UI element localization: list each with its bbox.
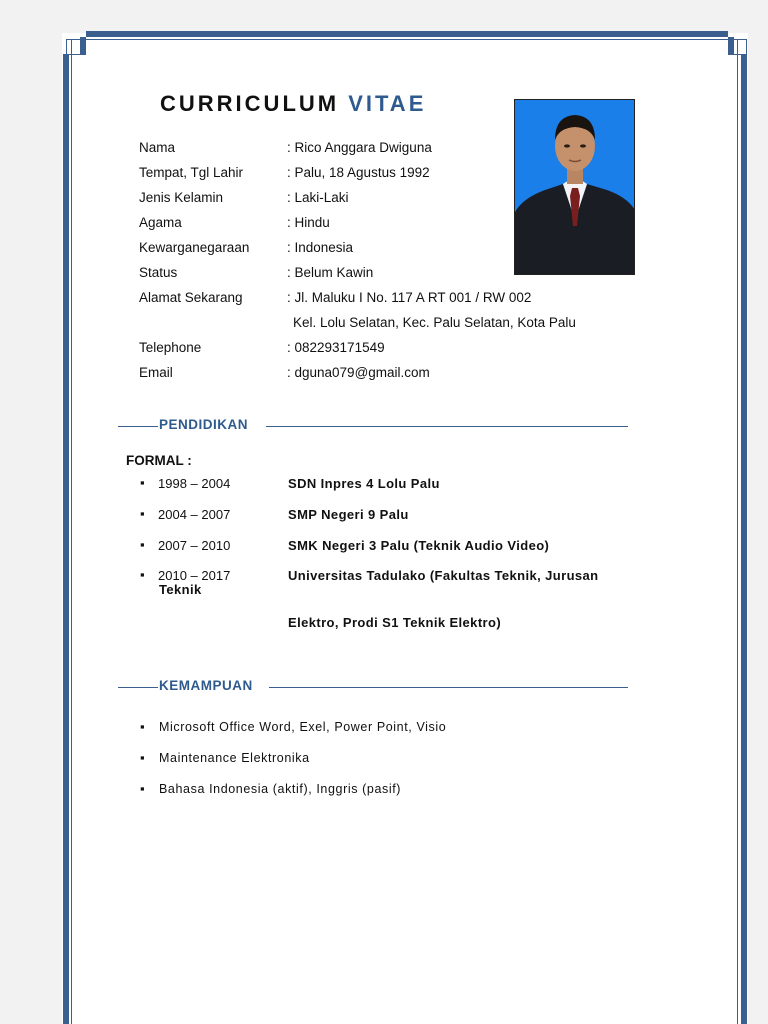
skill-text: Microsoft Office Word, Exel, Power Point, Visio [159, 720, 447, 734]
info-label: Tempat, Tgl Lahir [139, 165, 244, 180]
skill-text: Bahasa Indonesia (aktif), Inggris (pasif) [159, 782, 402, 796]
info-value: : Indonesia [287, 240, 354, 255]
info-value: : Rico Anggara Dwiguna [287, 140, 432, 155]
border-right-inner [737, 39, 738, 1024]
title-main: CURRICULUM [160, 91, 340, 116]
info-label: Agama [139, 215, 182, 230]
heading-rule [118, 687, 158, 688]
info-value: : 082293171549 [287, 340, 385, 355]
education-years: 2004 – 2007 [158, 507, 231, 522]
bullet-icon: ▪ [140, 567, 145, 582]
section-heading-education [118, 417, 628, 431]
profile-photo [514, 99, 635, 275]
border-top-inner [66, 39, 746, 40]
education-school: SMP Negeri 9 Palu [288, 507, 409, 522]
info-value: : dguna079@gmail.com [287, 365, 430, 380]
education-school-continuation: Elektro, Prodi S1 Teknik Elektro) [288, 615, 502, 630]
page-sheet [62, 33, 748, 1024]
section-heading-skills [118, 678, 628, 692]
border-corner-left [80, 37, 86, 54]
info-label: Status [139, 265, 178, 280]
page-title [160, 91, 426, 117]
title-accent: VITAE [348, 91, 427, 116]
border-corner-left-h [66, 54, 86, 55]
education-years: 2007 – 2010 [158, 538, 231, 553]
info-label: Nama [139, 140, 176, 155]
heading-rule [118, 426, 158, 427]
info-label: Telephone [139, 340, 202, 355]
border-left [63, 54, 69, 1024]
border-corner-right-line [746, 39, 747, 54]
bullet-icon: ▪ [140, 781, 146, 796]
border-right [741, 54, 747, 1024]
skill-text: Maintenance Elektronika [159, 751, 310, 765]
info-label: Email [139, 365, 173, 380]
bullet-icon: ▪ [140, 506, 145, 521]
section-title: PENDIDIKAN [159, 417, 249, 432]
section-title: KEMAMPUAN [159, 678, 253, 693]
education-years: 1998 – 2004 [158, 476, 231, 491]
info-label: Jenis Kelamin [139, 190, 224, 205]
education-school: SDN Inpres 4 Lolu Palu [288, 476, 440, 491]
heading-rule [266, 426, 628, 427]
info-value: : Hindu [287, 215, 330, 230]
education-school: SMK Negeri 3 Palu (Teknik Audio Video) [288, 538, 550, 553]
education-school: Universitas Tadulako (Fakultas Teknik, Jurusan [288, 568, 599, 583]
bullet-icon: ▪ [140, 537, 145, 552]
info-value: : Palu, 18 Agustus 1992 [287, 165, 430, 180]
formal-label: FORMAL : [126, 453, 192, 468]
bullet-icon: ▪ [140, 719, 146, 734]
education-school-wrap: Teknik [159, 582, 202, 597]
info-label: Alamat Sekarang [139, 290, 243, 305]
border-corner-right [728, 37, 734, 54]
border-left-inner [71, 39, 72, 1024]
info-value: Kel. Lolu Selatan, Kec. Palu Selatan, Kota Palu [293, 315, 576, 330]
bullet-icon: ▪ [140, 750, 146, 765]
info-value: : Belum Kawin [287, 265, 374, 280]
info-value: : Laki-Laki [287, 190, 349, 205]
border-top [86, 31, 728, 37]
bullet-icon: ▪ [140, 475, 145, 490]
info-label: Kewarganegaraan [139, 240, 250, 255]
education-years: 2010 – 2017 [158, 568, 231, 583]
profile-photo-image [515, 100, 635, 275]
border-corner-left-line [66, 39, 67, 54]
heading-rule [269, 687, 628, 688]
info-value: : Jl. Maluku I No. 117 A RT 001 / RW 002 [287, 290, 532, 305]
